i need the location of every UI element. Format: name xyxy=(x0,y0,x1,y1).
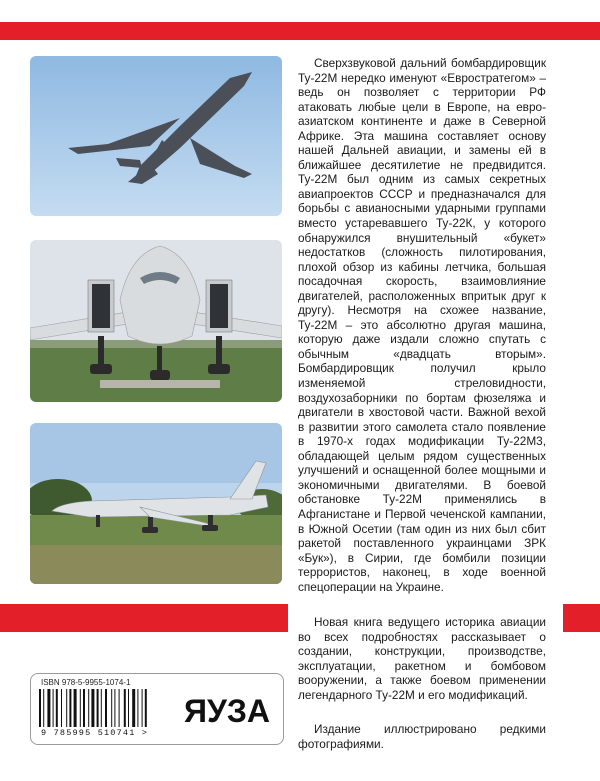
barcode xyxy=(39,689,167,729)
top-red-stripe xyxy=(0,22,600,40)
middle-red-stripe-left xyxy=(0,604,288,632)
publisher-logo-text: ЯУЗА xyxy=(183,693,271,729)
isbn-barcode-box xyxy=(30,673,284,745)
photo-aircraft-front-view xyxy=(30,240,282,402)
publisher-logo xyxy=(181,686,273,730)
blurb-paragraph-1: Сверхзвуковой дальний бомбардировщик Ту-22М нередко именуют «Евростратегом» – ведь он позволяет с территории РФ атаковать любые цели в Европе, на евро-азиатском континенте и даже в Северной Африке. Эта машина составляет основу нашей Дальней авиации, и замены ей в ближайшее десятилетие не предвидится. Ту-22М был одним из самых секретных авиапроектов СССР и предназначался для борьбы с авианосными ударными группами вместо устаревавшего Ту-22К, у которого обнаружился внушительный «букет» недостатков (сложность пилотирования, плохой обзор из кабины летчика, большая посадочная скорость, взаимовлияние двигателей, расположенных впритык друг к другу). Несмотря на схожее название, Ту-22М – это абсолютно другая машина, которую даже издали сложно спутать с обычным «двадцать вторым». Бомбардировщик получил крыло изменяемой стреловидности, воздухозаборники по бортам фюзеляжа и двигатели в хвостовой части. Важной вехой в развитии этого самолета стало появление в 1970-х годах модификации Ту-22М3, обладающей целым рядом существенных улучшений и оснащенной более мощными и экономичными двигателями. В боевой обстановке Ту-22М применялись в Афганистане и Первой чеченской кампании, в Южной Осетии (там один из них был сбит ракетой поставленного украинцами ЗРК «Бук»), в Сирии, где бомбили позиции террористов, наконец, в ходе военной спецоперации на Украине. xyxy=(298,56,546,594)
blurb-paragraph-2: Новая книга ведущего историка авиации во всех подробностях рассказывает о создании, конструкции, производстве, эксплуатации, ракетном и бомбовом вооружении, а также боевом применении легендарного Ту-22М и его модификаций. xyxy=(298,615,546,702)
photo-aircraft-side-view xyxy=(30,423,282,584)
blurb-main-text xyxy=(298,56,546,594)
blurb-paragraph-3: Издание иллюстрировано редкими фотографиями. xyxy=(298,722,546,751)
photo-aircraft-in-flight xyxy=(30,56,282,216)
isbn-label: ISBN 978-5-9955-1074-1 xyxy=(41,678,131,687)
middle-red-stripe-right xyxy=(563,604,600,632)
barcode-digits: 9 785995 510741 > xyxy=(41,728,149,738)
